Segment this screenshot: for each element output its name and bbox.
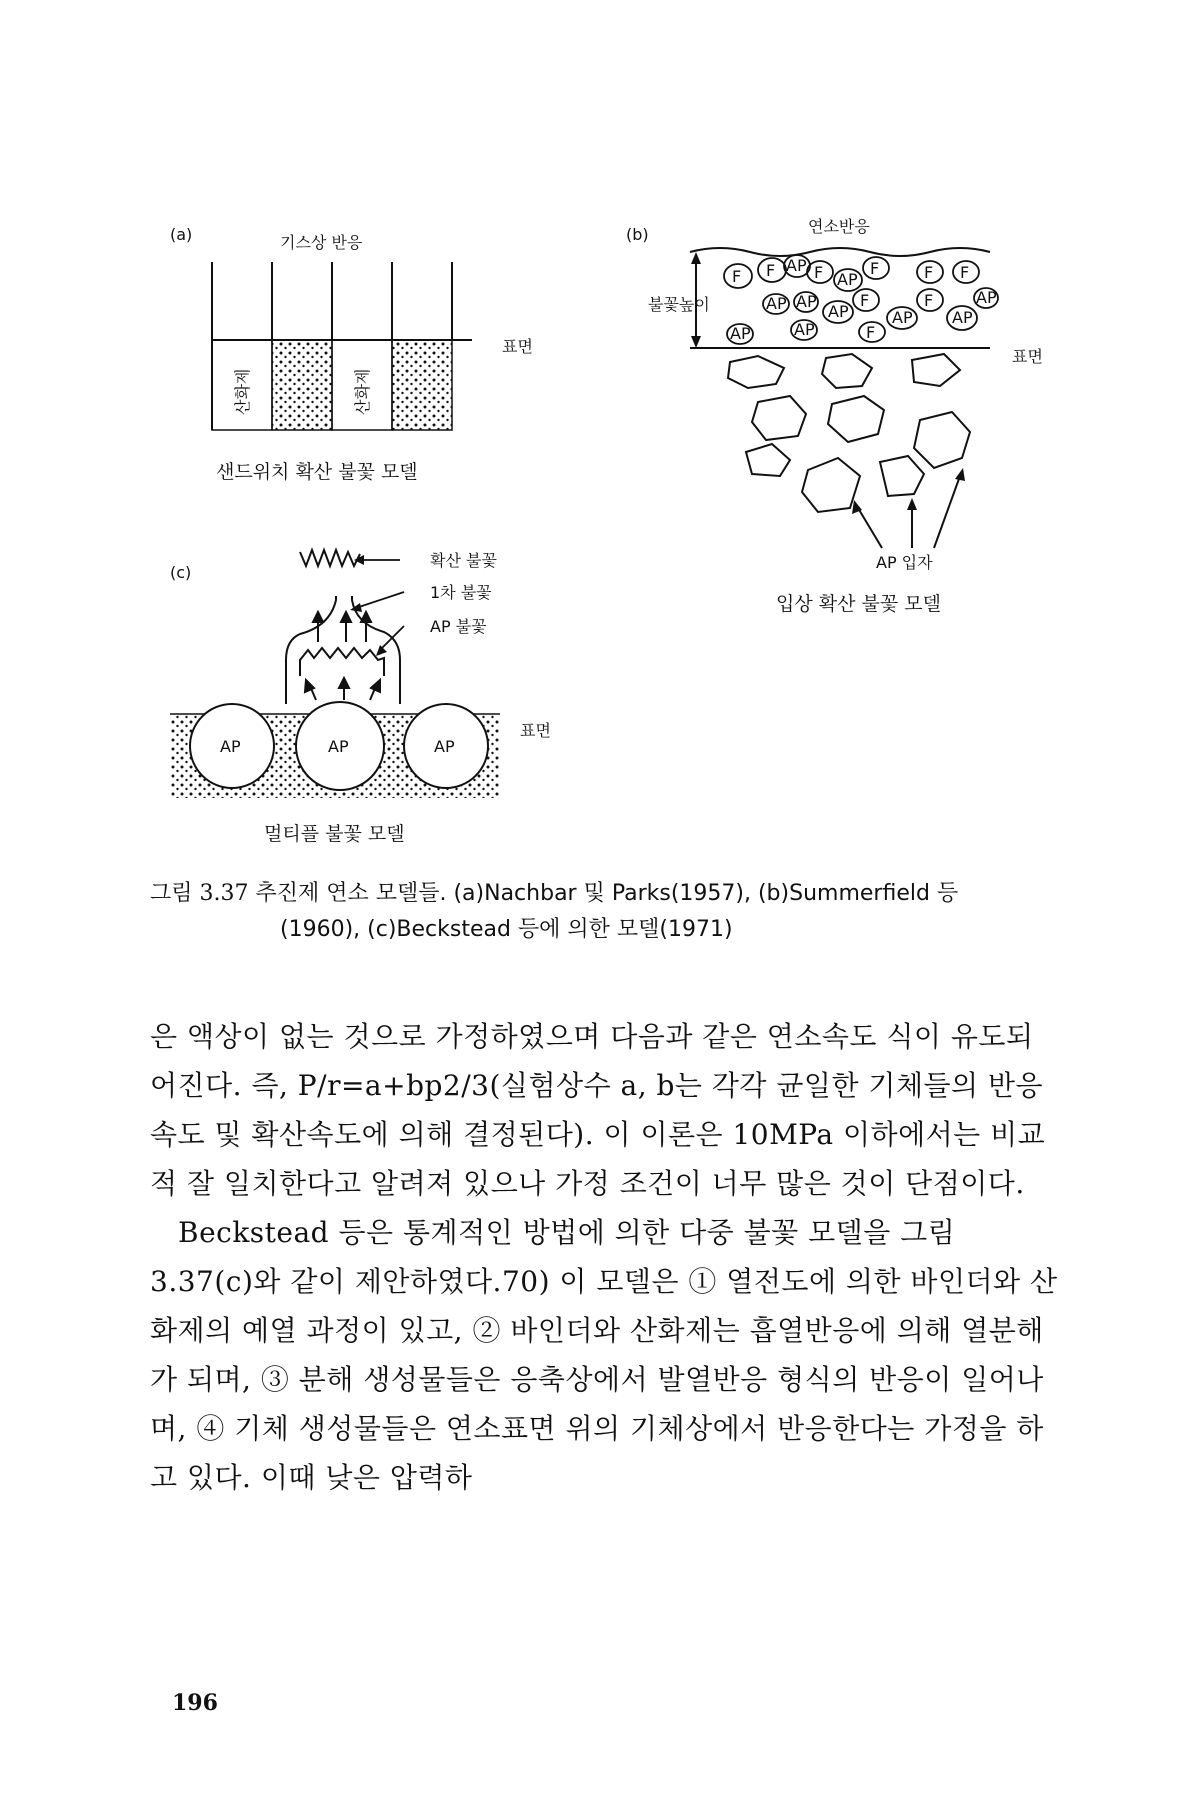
svg-text:AP: AP xyxy=(828,302,849,321)
particle-tag xyxy=(917,289,943,311)
svg-text:AP: AP xyxy=(434,737,455,756)
particle-tag xyxy=(859,322,885,342)
paragraph-2: Beckstead 등은 통계적인 방법에 의한 다중 불꽃 모델을 그림 3.37(c)와 같이 제안하였다.70) 이 모델은 ① 열전도에 의한 바인더와 산화제의 예열 과정이 있고, ② 바인더와 산화제는 흡열반응에 의해 열분해가 되며, ③ 분해 생성물들은 응축상에서 발열반응 형식의 반응이 일어나며, ④ 기체 생성물들은 연소표면 위의 기체상에서 반응한다는 가정을 하고 있다. 이때 낮은 압력하 xyxy=(150,1216,1058,1494)
svg-text:F: F xyxy=(814,263,824,282)
caption-line-2: (1960), (c)Beckstead 등에 의한 모델(1971) xyxy=(280,917,733,942)
particle-tag xyxy=(863,257,889,279)
svg-text:AP: AP xyxy=(952,308,973,327)
panel-b-top-label: 연소반응 xyxy=(808,217,870,236)
binder-slab xyxy=(392,340,452,430)
ap-particle-label: AP 입자 xyxy=(876,553,933,572)
primary-flame-label: 1차 불꽃 xyxy=(430,583,492,602)
panel-a-surface-label: 표면 xyxy=(502,337,533,356)
figure-3-37 xyxy=(0,0,1200,870)
particle-tag xyxy=(807,261,833,283)
particle-tag xyxy=(834,269,862,291)
particle-tag xyxy=(947,306,977,330)
svg-text:AP: AP xyxy=(786,256,807,275)
particle-tag xyxy=(887,307,917,329)
particle-tag xyxy=(784,255,810,277)
diffusion-flame-label: 확산 불꽃 xyxy=(430,551,497,570)
ap-particles xyxy=(728,354,970,512)
body-text xyxy=(150,1012,1060,1502)
figure-caption xyxy=(150,876,1050,948)
gas-layer-particles xyxy=(724,255,998,344)
particle-tag xyxy=(823,301,853,323)
svg-text:AP: AP xyxy=(730,324,751,343)
particle-tag xyxy=(727,324,753,344)
panel-c-title: 멀티플 불꽃 모델 xyxy=(264,823,405,845)
svg-text:AP: AP xyxy=(766,294,787,313)
particle-tag xyxy=(917,261,943,283)
svg-text:F: F xyxy=(960,263,970,282)
panel-a xyxy=(170,225,533,483)
svg-text:AP: AP xyxy=(220,737,241,756)
flame-height-label: 불꽃높이 xyxy=(648,295,710,314)
particle-tag xyxy=(794,292,818,312)
panel-c-letter: (c) xyxy=(170,563,192,582)
panel-b-letter: (b) xyxy=(626,225,649,244)
panel-c xyxy=(170,550,551,845)
oxidizer-label-2: 산화제 xyxy=(353,368,372,415)
oxidizer-label-1: 산화제 xyxy=(233,368,252,415)
svg-text:AP: AP xyxy=(794,320,815,339)
page-number: 196 xyxy=(172,1690,218,1716)
ap-flame-label: AP 불꽃 xyxy=(430,617,487,636)
svg-text:F: F xyxy=(866,323,876,342)
svg-text:F: F xyxy=(732,267,742,286)
svg-text:AP: AP xyxy=(837,270,858,289)
binder-slab xyxy=(272,340,332,430)
panel-b-surface-label: 표면 xyxy=(1012,347,1043,366)
ap-crystal xyxy=(404,704,488,788)
particle-tag xyxy=(763,294,789,314)
ap-crystal xyxy=(296,702,384,790)
svg-text:AP: AP xyxy=(796,292,817,311)
paragraph-1: 은 액상이 없는 것으로 가정하였으며 다음과 같은 연소속도 식이 유도되어진다. 즉, P/r=a+bp2/3(실험상수 a, b는 각각 균일한 기체들의 반응속도 및 확산속도에 의해 결정된다). 이 이론은 10MPa 이하에서는 비교적 잘 일치한다고 알려져 있으나 가정 조건이 너무 많은 것이 단점이다. xyxy=(150,1020,1046,1200)
panel-a-top-label: 기스상 반응 xyxy=(280,233,363,252)
svg-text:AP: AP xyxy=(976,288,997,307)
caption-number: 그림 3.37 xyxy=(150,881,249,906)
particle-tag xyxy=(791,320,817,340)
particle-tag xyxy=(724,264,752,288)
particle-tag xyxy=(953,261,979,283)
ap-crystal xyxy=(190,704,274,788)
panel-c-surface-label: 표면 xyxy=(520,721,551,740)
panel-b-title: 입상 확산 불꽃 모델 xyxy=(776,593,941,615)
particle-tag xyxy=(853,289,879,311)
svg-text:AP: AP xyxy=(892,308,913,327)
caption-line-1: 추진제 연소 모델들. (a)Nachbar 및 Parks(1957), (b)Summerfield 등 xyxy=(255,881,959,906)
svg-text:F: F xyxy=(860,291,870,310)
svg-text:F: F xyxy=(924,291,934,310)
panel-a-title: 샌드위치 확산 불꽃 모델 xyxy=(216,461,418,483)
svg-text:AP: AP xyxy=(328,737,349,756)
particle-tag xyxy=(758,258,786,282)
panel-b xyxy=(626,217,1043,615)
particle-tag xyxy=(974,288,998,308)
svg-text:F: F xyxy=(870,259,880,278)
svg-text:F: F xyxy=(924,263,934,282)
panel-a-letter: (a) xyxy=(170,225,193,244)
svg-text:F: F xyxy=(766,261,776,280)
